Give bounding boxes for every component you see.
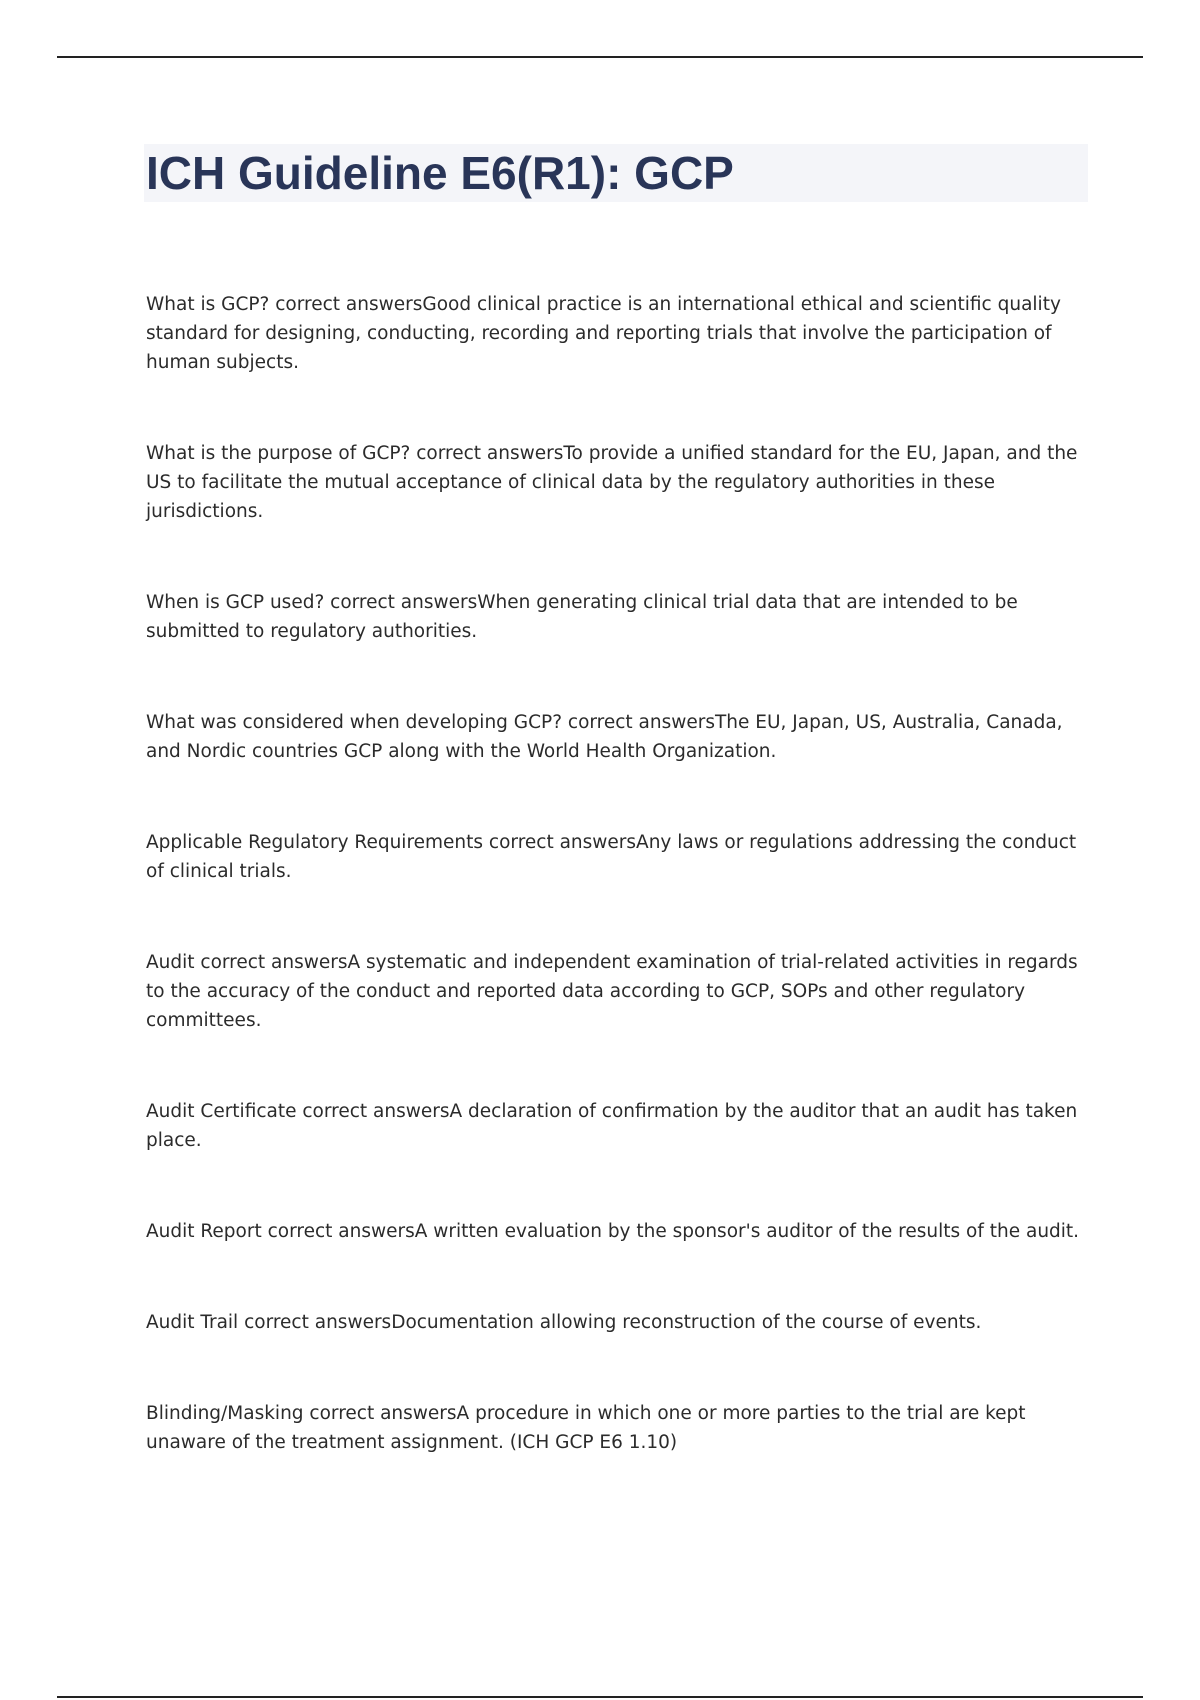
qa-item-regulatory-requirements: Applicable Regulatory Requirements correct answersAny laws or regulations addressing the conduct of clinical trials. [146,832,1077,882]
qa-item-audit: Audit correct answersA systematic and independent examination of trial-related activities in regards to the accuracy of the conduct and reported data according to GCP, SOPs and other regulatory committees. [146,952,1078,1031]
qa-list [146,290,1091,1457]
qa-item-audit-report: Audit Report correct answersA written evaluation by the sponsor's auditor of the results of the audit. [146,1221,1080,1242]
qa-item-gcp-purpose: What is the purpose of GCP? correct answersTo provide a unified standard for the EU, Japan, and the US to facilitate the mutual acceptance of clinical data by the regulatory authorities in these jurisdictions. [146,443,1078,522]
top-rule [57,56,1143,58]
page-title: ICH Guideline E6(R1): GCP [146,147,734,199]
qa-item-blinding-masking: Blinding/Masking correct answersA procedure in which one or more parties to the trial are kept unaware of the treatment assignment. (ICH GCP E6 1.10) [146,1403,1026,1453]
qa-item-audit-trail: Audit Trail correct answersDocumentation allowing reconstruction of the course of events. [146,1312,982,1333]
qa-item-gcp-usage: When is GCP used? correct answersWhen generating clinical trial data that are intended to be submitted to regulatory authorities. [146,592,1018,642]
qa-item-gcp-definition: What is GCP? correct answersGood clinical practice is an international ethical and scientific quality standard for designing, conducting, recording and reporting trials that involve the participation of human subjects. [146,294,1061,373]
qa-item-gcp-development: What was considered when developing GCP? correct answersThe EU, Japan, US, Australia, Canada, and Nordic countries GCP along with the World Health Organization. [146,712,1063,762]
bottom-rule [57,1696,1143,1698]
qa-item-audit-certificate: Audit Certificate correct answersA declaration of confirmation by the auditor that an audit has taken place. [146,1101,1078,1151]
